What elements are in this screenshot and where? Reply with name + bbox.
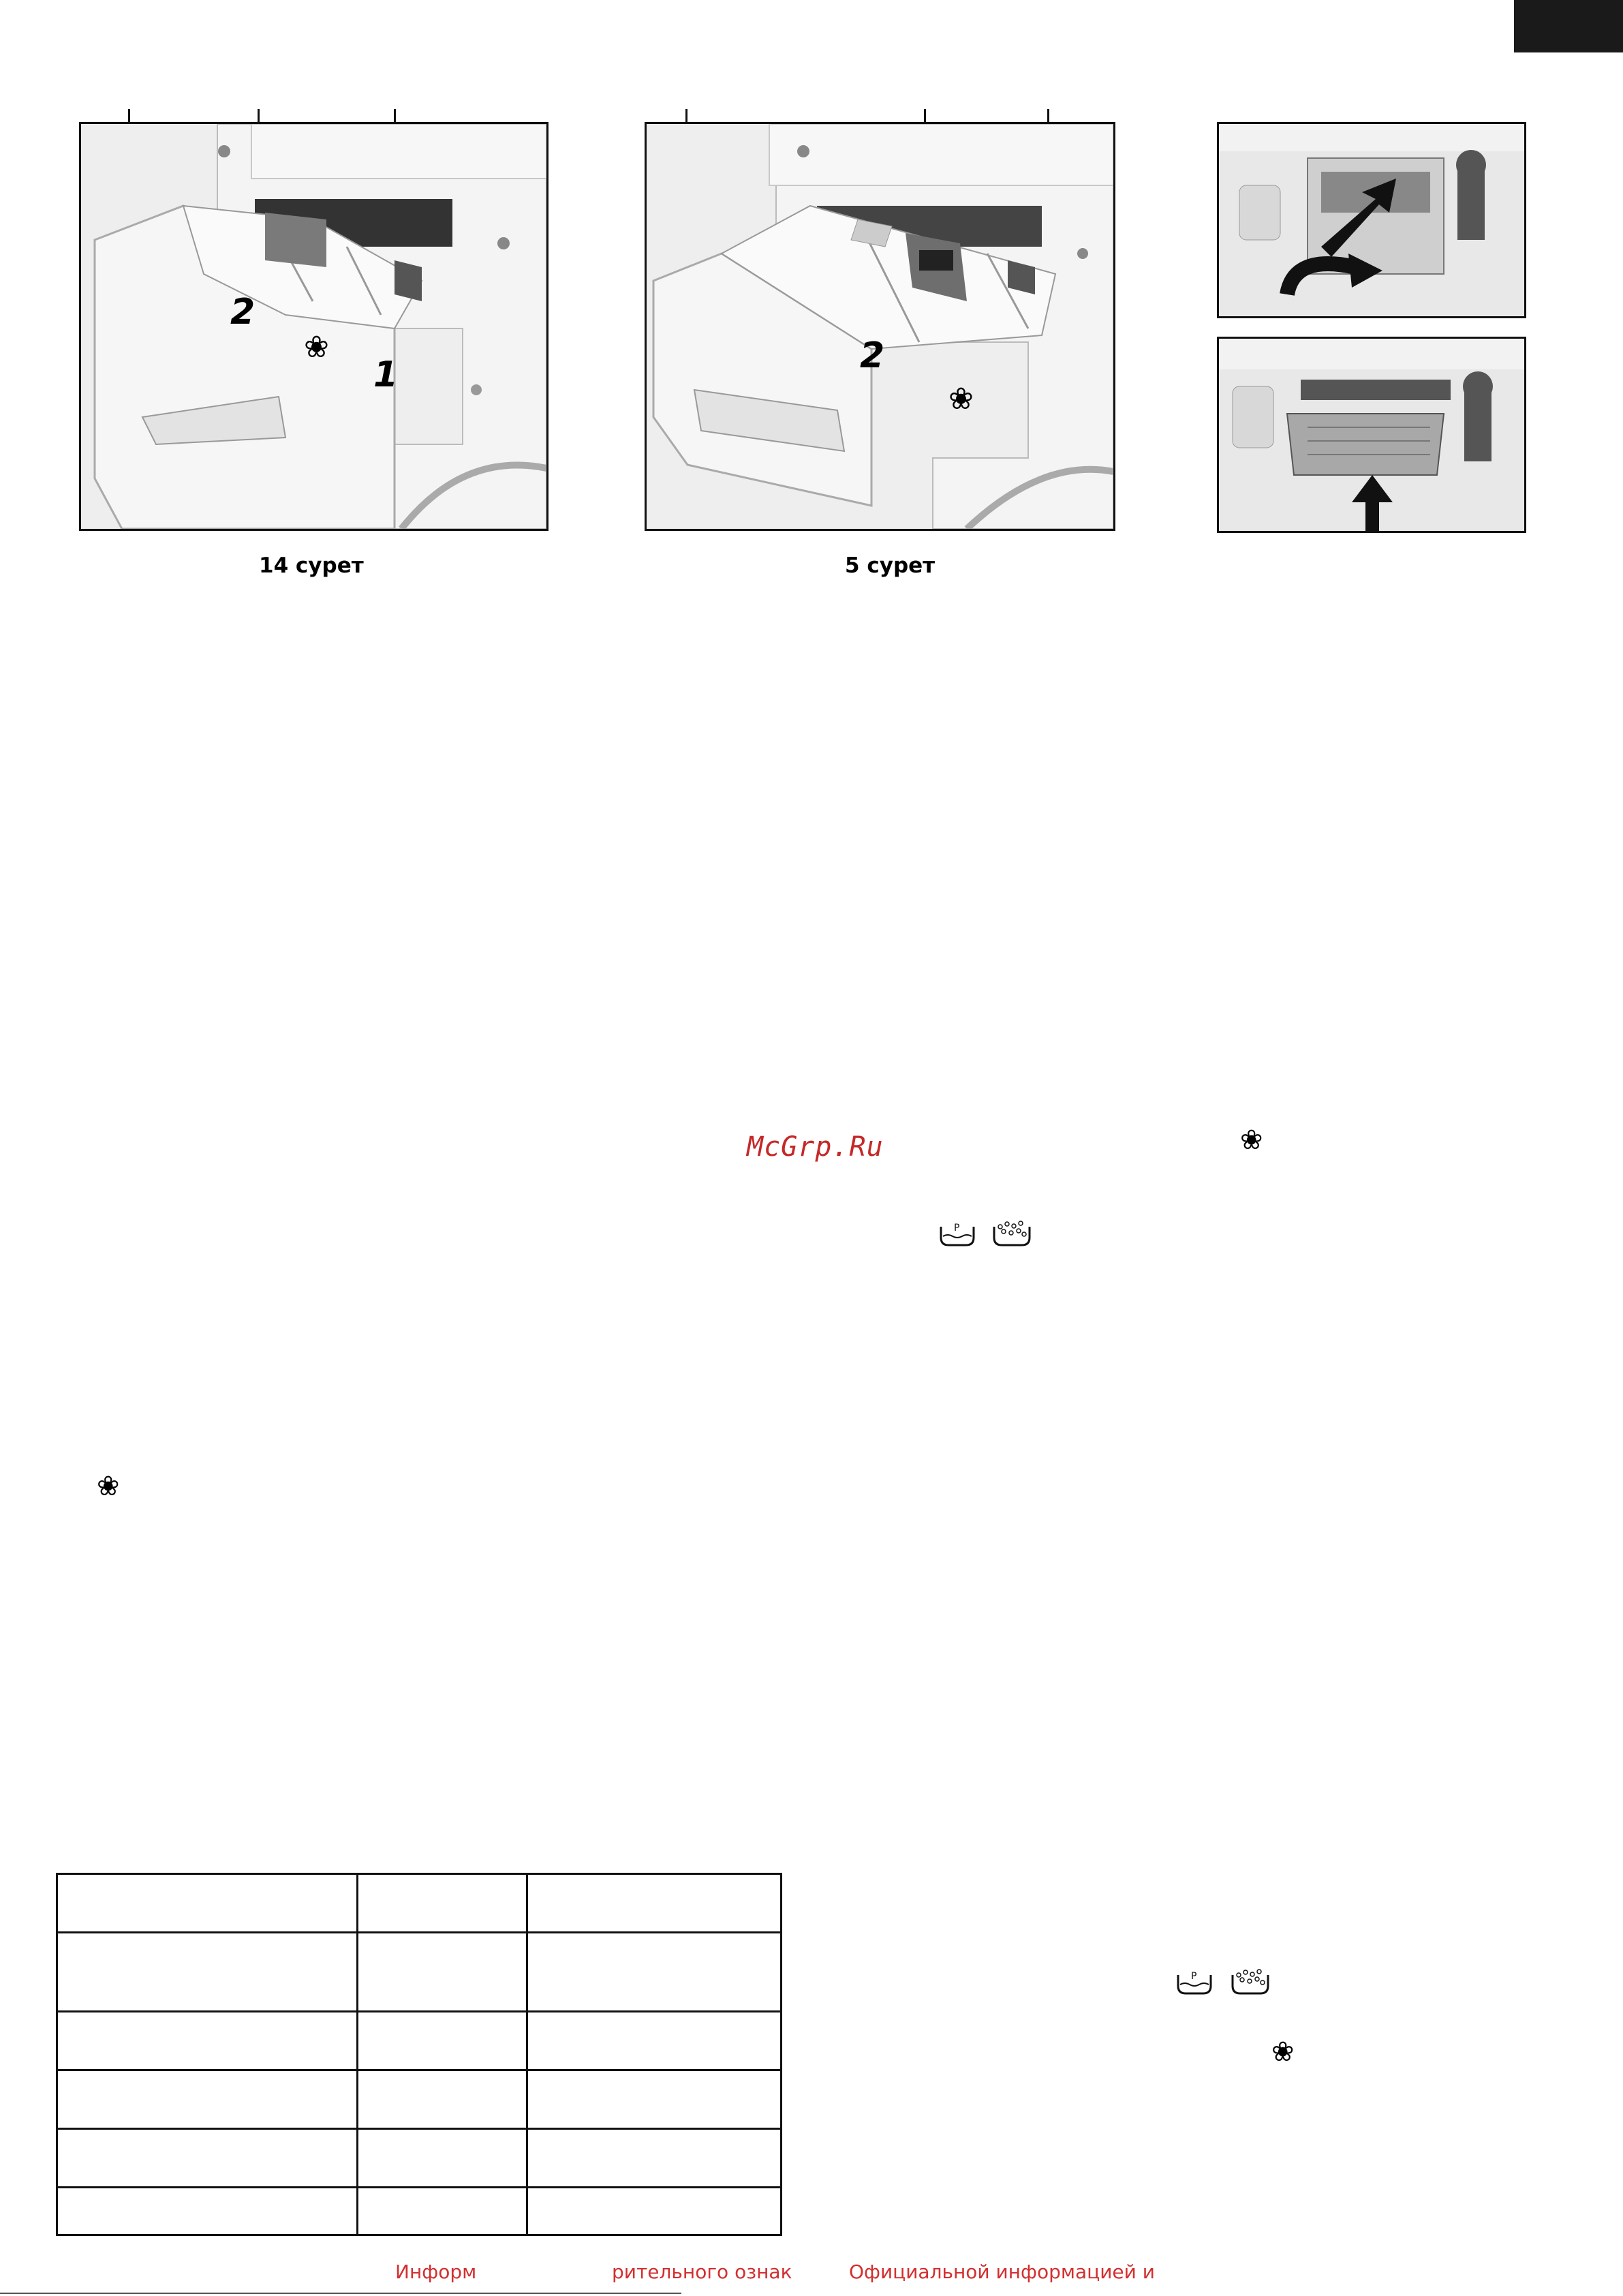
table-cell xyxy=(527,2188,782,2235)
footer-text-2: рительного ознак xyxy=(612,2261,792,2283)
flower-icon: ❀ xyxy=(304,330,329,365)
figure-14-photo xyxy=(79,122,548,531)
flower-icon: ❀ xyxy=(97,1471,120,1502)
prewash-basin-icon xyxy=(939,1220,976,1247)
compartment-2-label: 2 xyxy=(860,335,885,376)
flower-icon: ❀ xyxy=(1240,1124,1263,1156)
table-cell xyxy=(57,2012,358,2070)
svg-text:P: P xyxy=(1191,1971,1197,1982)
insert-removal-photo xyxy=(1217,122,1526,318)
table-cell xyxy=(527,2070,782,2129)
language-tab xyxy=(1514,0,1623,52)
table-cell xyxy=(357,1933,527,2012)
prewash-basin-icon xyxy=(1176,1968,1213,1995)
table-cell xyxy=(357,1874,527,1933)
bubbles-basin-icon xyxy=(992,1220,1032,1247)
table-cell xyxy=(57,2070,358,2129)
svg-text:P: P xyxy=(954,1223,960,1234)
figure-5-photo xyxy=(645,122,1115,531)
table-cell xyxy=(57,1933,358,2012)
compartment-2-label: 2 xyxy=(230,292,256,333)
footer-text-1: Информ xyxy=(395,2261,477,2283)
table-cell xyxy=(527,1933,782,2012)
table-cell xyxy=(357,2012,527,2070)
compartment-1-label: 1 xyxy=(373,354,399,395)
table-cell xyxy=(357,2129,527,2188)
table-row xyxy=(57,2012,782,2070)
table-cell xyxy=(357,2070,527,2129)
figure-14-caption: 14 сурет xyxy=(259,553,364,578)
insert-reinstall-photo xyxy=(1217,337,1526,533)
watermark: McGrp.Ru xyxy=(747,1131,884,1163)
table-row xyxy=(57,2070,782,2129)
bubbles-basin-icon xyxy=(1231,1968,1270,1995)
table-cell xyxy=(57,2129,358,2188)
table-row xyxy=(57,2129,782,2188)
table-row xyxy=(57,1874,782,1933)
table-cell xyxy=(357,2188,527,2235)
detergent-table xyxy=(56,1873,782,2236)
flower-icon: ❀ xyxy=(948,382,974,416)
table-cell xyxy=(57,2188,358,2235)
table-row xyxy=(57,2188,782,2235)
flower-icon: ❀ xyxy=(1271,2036,1295,2068)
footer-text-3: Официальной информацией и xyxy=(849,2261,1155,2283)
table-cell xyxy=(527,1874,782,1933)
table-row xyxy=(57,1933,782,2012)
figure-5-caption: 5 сурет xyxy=(845,553,936,578)
table-cell xyxy=(57,1874,358,1933)
footer-rule xyxy=(0,2293,681,2294)
table-cell xyxy=(527,2012,782,2070)
table-cell xyxy=(527,2129,782,2188)
